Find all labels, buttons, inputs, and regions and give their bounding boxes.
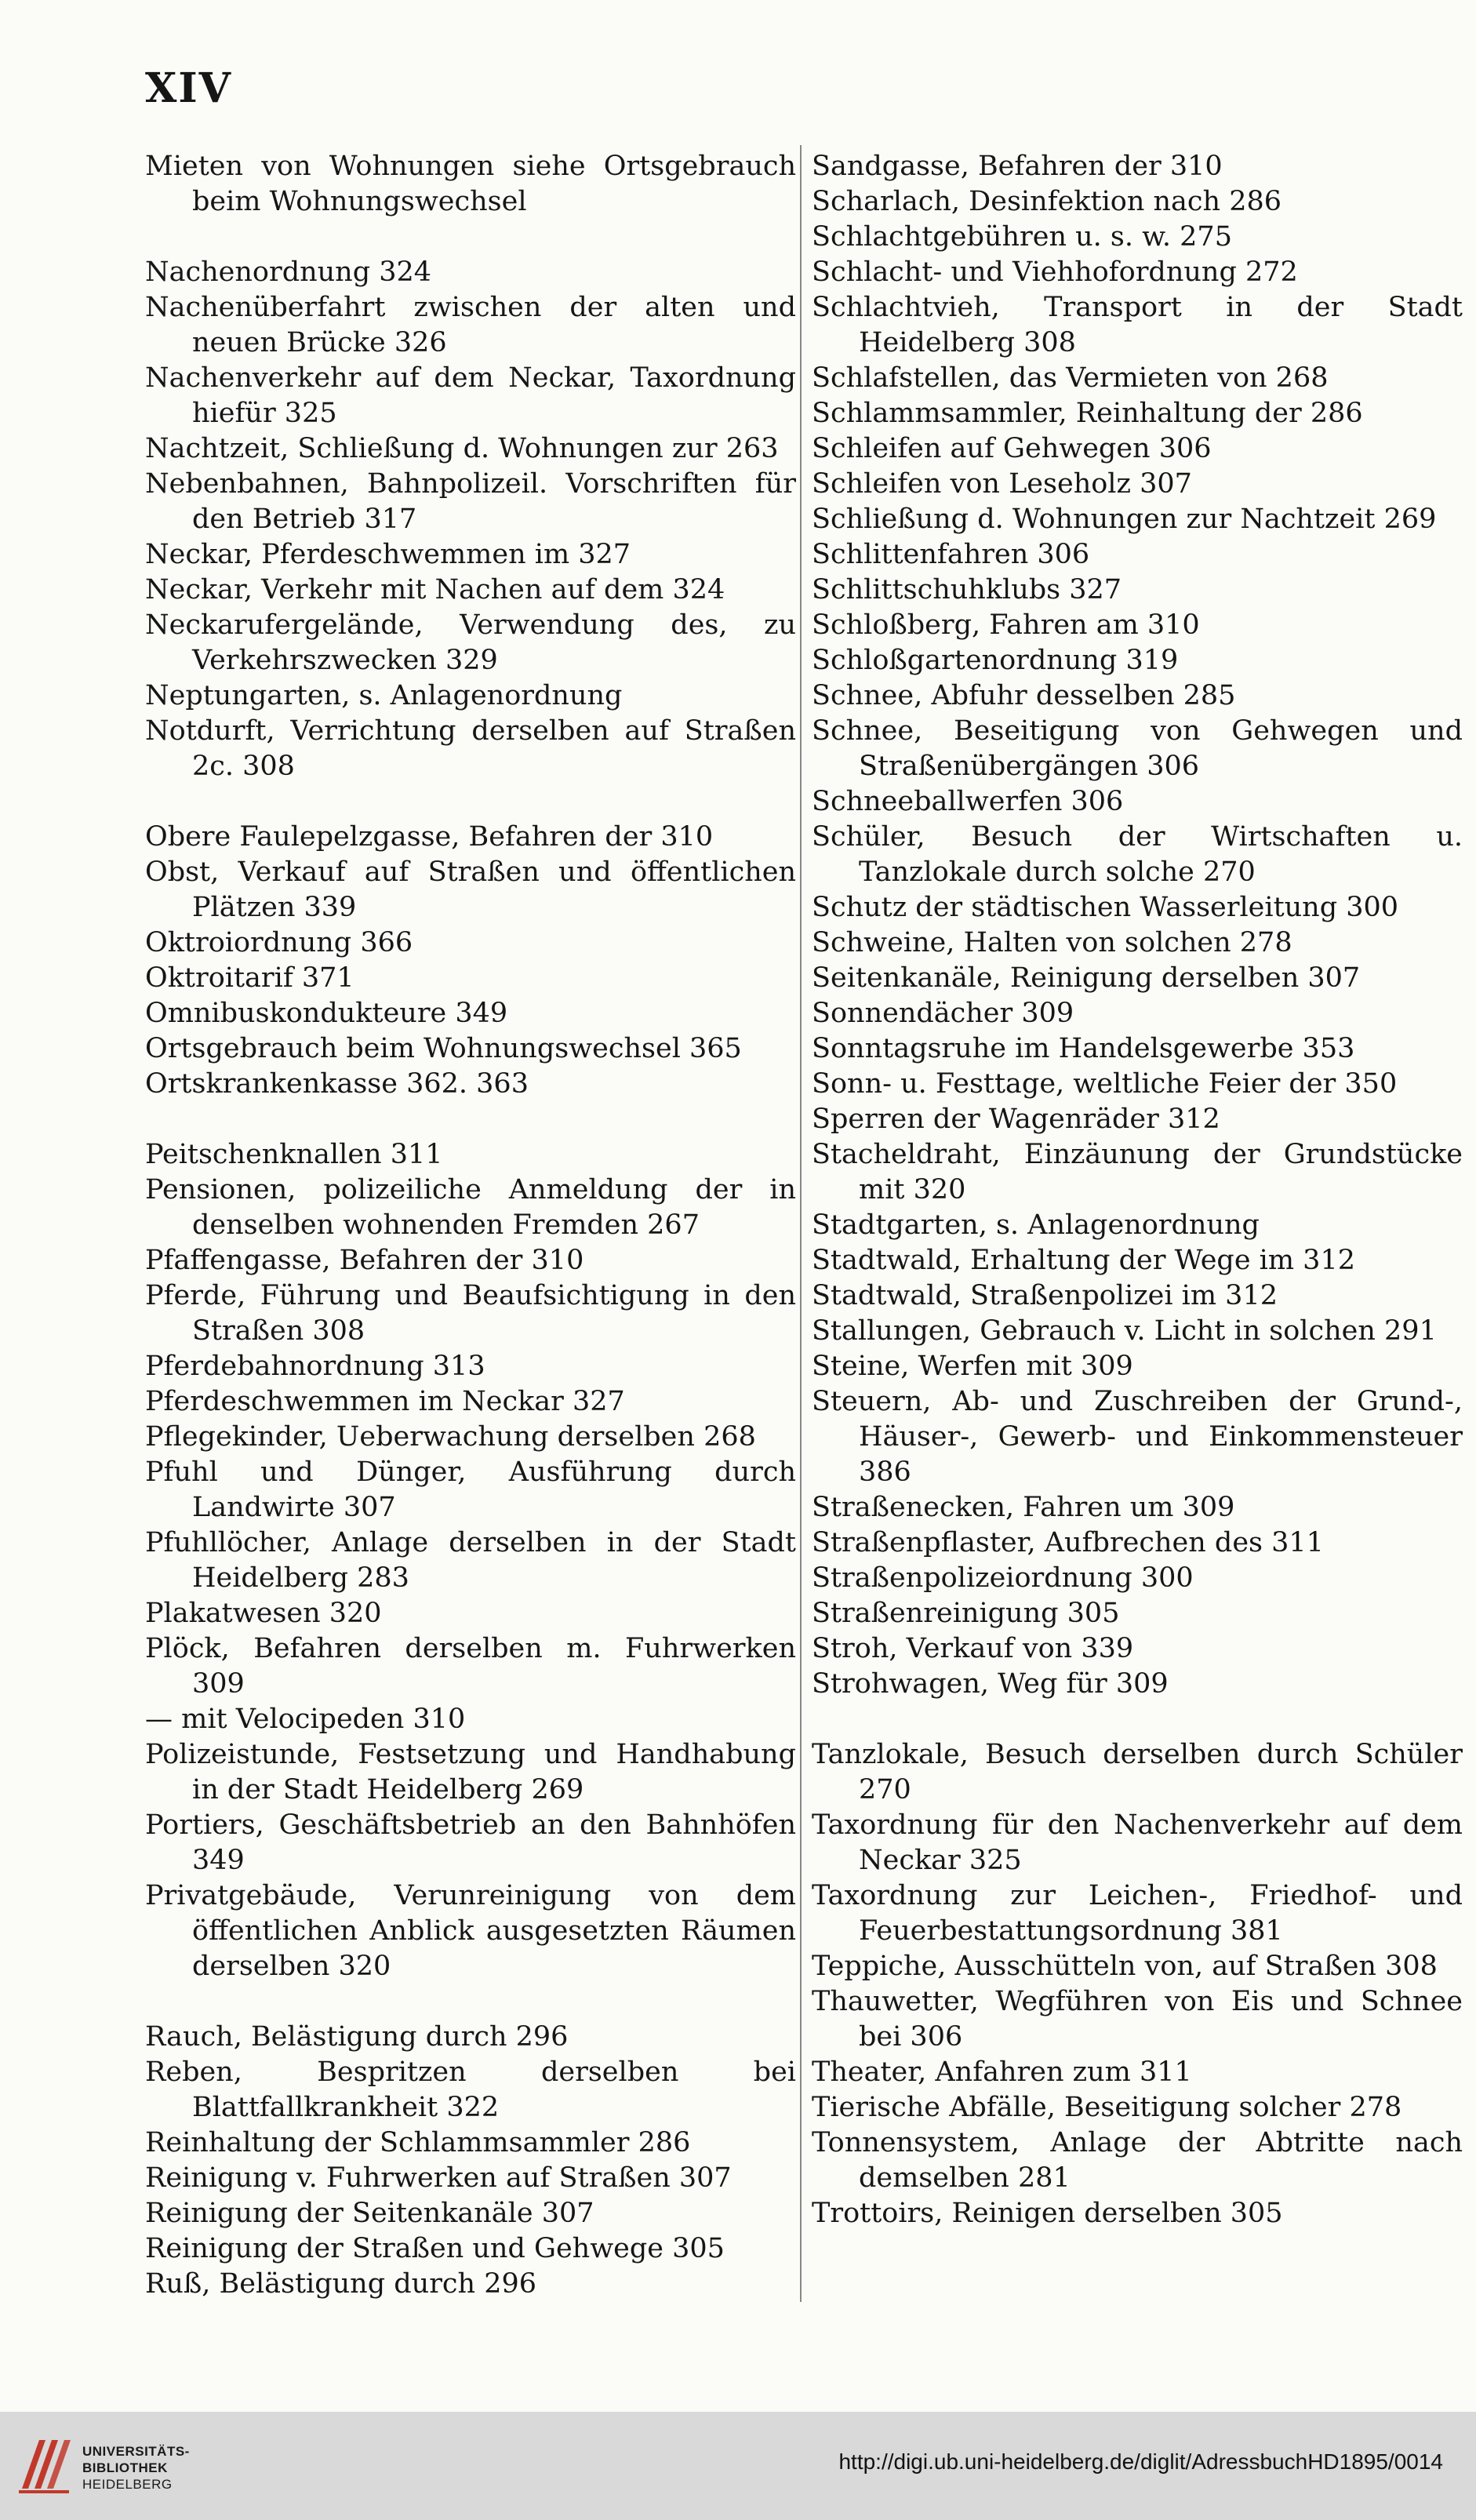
index-entry: Straßenreinigung 305 xyxy=(812,1598,1120,1629)
index-entry: Schlammsammler, Reinhaltung der 286 xyxy=(812,398,1363,429)
index-entry: Ruß, Belästigung durch 296 xyxy=(145,2268,537,2300)
index-entry: Schneeballwerfen 306 xyxy=(812,786,1124,817)
index-entry: Stadtgarten, s. Anlagenordnung xyxy=(812,1209,1260,1241)
index-entry: Ortskrankenkasse 362. 363 xyxy=(145,1068,529,1100)
index-entry: Obst, Verkauf auf Straßen und öffentlichen Plätzen 339 xyxy=(145,856,796,923)
index-entry: Taxordnung für den Nachenverkehr auf dem Neckar 325 xyxy=(812,1809,1463,1876)
index-entry: Pferde, Führung und Beaufsichtigung in den Straßen 308 xyxy=(145,1280,796,1347)
index-entry: Schlittschuhklubs 327 xyxy=(812,574,1122,605)
index-entry: Stallungen, Gebrauch v. Licht in solchen 291 xyxy=(812,1315,1437,1347)
source-url-link[interactable]: http://digi.ub.uni-heidelberg.de/diglit/AdressbuchHD1895/0014 xyxy=(838,2449,1443,2474)
index-entry: Steine, Werfen mit 309 xyxy=(812,1351,1133,1382)
index-entry: Neckar, Verkehr mit Nachen auf dem 324 xyxy=(145,574,725,605)
index-entry: Neckar, Pferdeschwemmen im 327 xyxy=(145,539,631,570)
index-entry: Schlachtvieh, Transport in der Stadt Heidelberg 308 xyxy=(812,292,1463,358)
index-column-left xyxy=(145,149,796,2302)
index-entry: Sandgasse, Befahren der 310 xyxy=(812,151,1223,182)
index-entry: Sperren der Wagenräder 312 xyxy=(812,1104,1220,1135)
index-entry: Neptungarten, s. Anlagenordnung xyxy=(145,680,623,711)
index-entry: Nachenordnung 324 xyxy=(145,256,432,288)
index-entry: Schloßgartenordnung 319 xyxy=(812,645,1179,676)
library-name xyxy=(82,2443,190,2493)
index-entry: Schnee, Beseitigung von Gehwegen und Straßenübergängen 306 xyxy=(812,715,1463,782)
index-entry: Oktroiordnung 366 xyxy=(145,927,413,958)
index-entry: Reinigung v. Fuhrwerken auf Straßen 307 xyxy=(145,2162,732,2194)
index-entry: Stacheldraht, Einzäunung der Grundstücke mit 320 xyxy=(812,1139,1463,1205)
section-gap xyxy=(145,1102,796,1137)
library-name-line-1: UNIVERSITÄTS- xyxy=(82,2444,190,2459)
index-entry: Plöck, Befahren derselben m. Fuhrwerken 309 xyxy=(145,1633,796,1700)
index-entry: Rauch, Belästigung durch 296 xyxy=(145,2021,569,2053)
index-entry: Omnibuskondukteure 349 xyxy=(145,998,508,1029)
index-entry: Nachenüberfahrt zwischen der alten und neuen Brücke 326 xyxy=(145,292,796,358)
index-entry: Schlafstellen, das Vermieten von 268 xyxy=(812,362,1329,394)
index-entry: Stadtwald, Erhaltung der Wege im 312 xyxy=(812,1245,1355,1276)
index-entry: Sonn- u. Festtage, weltliche Feier der 350 xyxy=(812,1068,1398,1100)
index-entry: Notdurft, Verrichtung derselben auf Straßen 2c. 308 xyxy=(145,715,796,782)
index-entry: Schlacht- und Viehhofordnung 272 xyxy=(812,256,1298,288)
index-entry: Reinigung der Straßen und Gehwege 305 xyxy=(145,2233,725,2264)
index-entry: Stroh, Verkauf von 339 xyxy=(812,1633,1134,1664)
index-entry: Nachtzeit, Schließung d. Wohnungen zur 263 xyxy=(145,433,779,464)
index-entry: Portiers, Geschäftsbetrieb an den Bahnhöfen 349 xyxy=(145,1809,796,1876)
library-name-line-3: HEIDELBERG xyxy=(82,2477,173,2492)
index-entry: Thauwetter, Wegführen von Eis und Schnee bei 306 xyxy=(812,1986,1463,2053)
index-entry: Schnee, Abfuhr desselben 285 xyxy=(812,680,1236,711)
index-entry: Pfuhllöcher, Anlage derselben in der Stadt Heidelberg 283 xyxy=(145,1527,796,1594)
section-gap xyxy=(145,1984,796,2020)
footer-bar xyxy=(0,2412,1476,2520)
index-entry: Reben, Bespritzen derselben bei Blattfallkrankheit 322 xyxy=(145,2056,796,2123)
index-entry: Schließung d. Wohnungen zur Nachtzeit 269 xyxy=(812,504,1437,535)
index-entry: Schlachtgebühren u. s. w. 275 xyxy=(812,221,1232,253)
index-entry: Straßenpflaster, Aufbrechen des 311 xyxy=(812,1527,1324,1558)
index-entry: Straßenpolizeiordnung 300 xyxy=(812,1562,1194,1594)
index-entry: Polizeistunde, Festsetzung und Handhabung in der Stadt Heidelberg 269 xyxy=(145,1739,796,1805)
index-entry: Tanzlokale, Besuch derselben durch Schüler 270 xyxy=(812,1739,1463,1805)
index-entry: Pflegekinder, Ueberwachung derselben 268 xyxy=(145,1421,756,1453)
index-entry: Reinigung der Seitenkanäle 307 xyxy=(145,2198,594,2229)
index-entry: Schutz der städtischen Wasserleitung 300 xyxy=(812,892,1399,923)
section-gap xyxy=(812,1702,1463,1737)
library-name-line-2: BIBLIOTHEK xyxy=(82,2460,168,2475)
index-entry: Schüler, Besuch der Wirtschaften u. Tanzlokale durch solche 270 xyxy=(812,821,1463,888)
index-entry: Reinhaltung der Schlammsammler 286 xyxy=(145,2127,691,2158)
index-entry: Strohwagen, Weg für 309 xyxy=(812,1668,1169,1700)
page-number: XIV xyxy=(145,64,233,112)
index-entry: Ortsgebrauch beim Wohnungswechsel 365 xyxy=(145,1033,742,1064)
index-entry: Scharlach, Desinfektion nach 286 xyxy=(812,186,1282,217)
index-entry: Teppiche, Ausschütteln von, auf Straßen 308 xyxy=(812,1951,1438,1982)
index-entry: Steuern, Ab- und Zuschreiben der Grund-, Häuser-, Gewerb- und Einkommensteuer 386 xyxy=(812,1386,1463,1488)
column-divider xyxy=(800,145,802,2302)
section-gap xyxy=(145,220,796,255)
index-entry: Nebenbahnen, Bahnpolizeil. Vorschriften für den Betrieb 317 xyxy=(145,468,796,535)
index-entry: Plakatwesen 320 xyxy=(145,1598,382,1629)
index-entry: Straßenecken, Fahren um 309 xyxy=(812,1492,1235,1523)
section-gap xyxy=(145,784,796,820)
index-entry: Sonnendächer 309 xyxy=(812,998,1074,1029)
index-entry: Theater, Anfahren zum 311 xyxy=(812,2056,1192,2088)
index-entry: Pensionen, polizeiliche Anmeldung der in denselben wohnenden Fremden 267 xyxy=(145,1174,796,1241)
index-entry: Peitschenknallen 311 xyxy=(145,1139,443,1170)
index-entry: Neckarufergelände, Verwendung des, zu Verkehrszwecken 329 xyxy=(145,609,796,676)
index-entry: Nachenverkehr auf dem Neckar, Taxordnung hiefür 325 xyxy=(145,362,796,429)
index-entry: Pfuhl und Dünger, Ausführung durch Landwirte 307 xyxy=(145,1456,796,1523)
university-library-logo-icon xyxy=(16,2434,72,2496)
index-entry: Pferdebahnordnung 313 xyxy=(145,1351,485,1382)
index-entry: Schlittenfahren 306 xyxy=(812,539,1090,570)
index-entry: Taxordnung zur Leichen-, Friedhof- und Feuerbestattungsordnung 381 xyxy=(812,1880,1463,1947)
index-entry: Tierische Abfälle, Beseitigung solcher 278 xyxy=(812,2092,1402,2123)
index-entry: Privatgebäude, Verunreinigung von dem öffentlichen Anblick ausgesetzten Räumen derselben 320 xyxy=(145,1880,796,1982)
index-column-right xyxy=(812,149,1463,2231)
index-entry: Trottoirs, Reinigen derselben 305 xyxy=(812,2198,1283,2229)
index-entry: Schleifen von Leseholz 307 xyxy=(812,468,1192,500)
index-entry: Oktroitarif 371 xyxy=(145,962,354,994)
index-entry: Pferdeschwemmen im Neckar 327 xyxy=(145,1386,625,1417)
index-entry: Stadtwald, Straßenpolizei im 312 xyxy=(812,1280,1278,1311)
index-entry: Seitenkanäle, Reinigung derselben 307 xyxy=(812,962,1361,994)
index-entry: Sonntagsruhe im Handelsgewerbe 353 xyxy=(812,1033,1355,1064)
index-entry: Schweine, Halten von solchen 278 xyxy=(812,927,1292,958)
index-entry: Obere Faulepelzgasse, Befahren der 310 xyxy=(145,821,714,853)
index-entry: Pfaffengasse, Befahren der 310 xyxy=(145,1245,584,1276)
index-entry: — mit Velocipeden 310 xyxy=(145,1704,466,1735)
index-entry: Schleifen auf Gehwegen 306 xyxy=(812,433,1212,464)
index-entry: Schloßberg, Fahren am 310 xyxy=(812,609,1200,641)
index-entry: Mieten von Wohnungen siehe Ortsgebrauch beim Wohnungswechsel xyxy=(145,151,796,217)
index-entry: Tonnensystem, Anlage der Abtritte nach demselben 281 xyxy=(812,2127,1463,2194)
